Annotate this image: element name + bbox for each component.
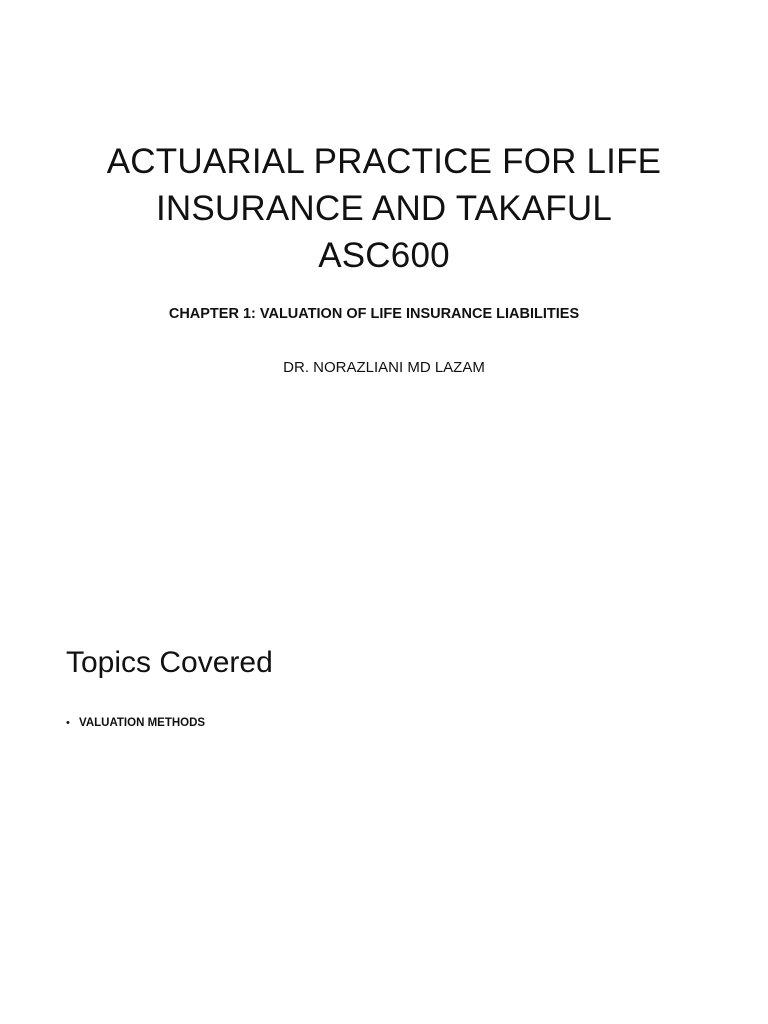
topic-list	[66, 717, 205, 729]
author-name: DR. NORAZLIANI MD LAZAM	[283, 359, 485, 376]
course-title-line-1: ACTUARIAL PRACTICE FOR LIFE	[106, 142, 662, 181]
course-title-line-3: ASC600	[318, 236, 450, 275]
course-title-line-2: INSURANCE AND TAKAFUL	[155, 189, 613, 228]
list-item	[66, 717, 205, 729]
chapter-subtitle: CHAPTER 1: VALUATION OF LIFE INSURANCE LIABILITIES	[168, 306, 580, 322]
course-title	[0, 138, 768, 279]
bullet-icon: •	[66, 717, 70, 729]
topics-slide	[0, 512, 768, 1024]
topics-heading: Topics Covered	[66, 646, 273, 679]
topic-label: VALUATION METHODS	[79, 717, 206, 729]
